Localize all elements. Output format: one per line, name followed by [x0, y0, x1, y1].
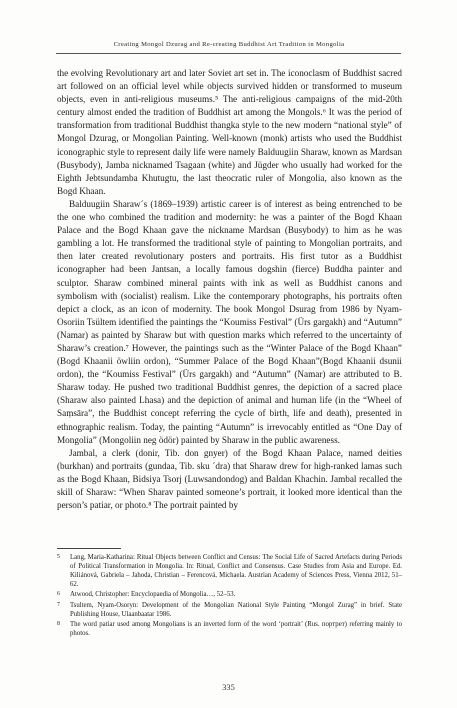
body-text [57, 67, 402, 512]
footnote-text: Lang, Maria-Katharina: Ritual Objects between Conflict and Census: The Social Life of Sacred Artefacts during Periods of Political Transformation in Mongolia. In: Ritual, Conflict and Consensus. Case Studies from Asia and Europe. Ed. Kiliánová, Gabriela – Jahoda, Christian – Ferencová, Michaela. Austrian Academy of Sciences Press, Vienna 2012, 51–62. [70, 554, 402, 588]
footnote [57, 590, 402, 599]
footnote-number: 5 [57, 554, 60, 560]
footnote-text: Atwood, Christopher: Encyclopaedia of Mongolia…, 52–53. [70, 591, 236, 599]
footnote-rule [57, 548, 121, 549]
footnote-number: 7 [57, 601, 60, 608]
footnote [57, 553, 402, 589]
footnote [57, 620, 402, 638]
footnotes [57, 553, 402, 639]
header-rule [56, 53, 401, 54]
page-number: 335 [222, 683, 235, 692]
paragraph-2: Balduugiin Sharaw´s (1869–1939) artistic career is of interest as being entrenched to be the one who combined the tradition and modernity: he was a painter of the Bogd Khaan Palace and the Bogd Khaan gave the nickname Mardsan (Busybody) to him as he was gambling a lot. He transformed the traditional style of painting to Mongolian portraits, and then later created revolutionary posters and portraits. His first tutor as a Buddhist iconographer had been Jantsan, a locally famous dogshin (fierce) Buddha painter and sculptor. Sharaw combined mineral paints with ink as well as Buddhist canons and symbolism with (socialist) realism. Like the contemporary photographs, his portraits often depict a clock, as an icon of modernity. The book Mongol Dsurag from 1986 by Nyam-Osoriin Tsültem identified the paintings the “Koumiss Festival” (Ürs gargakh) and “Autumn” (Namar) as painted by Sharaw but with question marks which referred to the uncertainty of Sharaw’s creation.⁷ However, the paintings such as the “Winter Palace of the Bogd Khaan” (Bogd Khaanii öwliin ordon), “Summer Palace of the Bogd Khaan”(Bogd Khaanii dsunii ordon), the “Koumiss Festival” (Ürs gargakh) and “Autumn” (Namar) are attributed to B. Sharaw today. He pushed two traditional Buddhist genres, the depiction of a sacred place (Sharaw also painted Lhasa) and the depiction of animal and human life (in the “Wheel of Saṃsāra”, the Buddhist concept referring the cycle of birth, life and death), presented in ethnographic realism. Today, the painting “Autumn” is irrevocably entitled as “One Day of Mongolia” (Mongoliin neg ödör) painted by Sharaw in the public awareness. [57, 198, 402, 445]
running-header: Creating Mongol Dzurag and Re-creating Buddhist Art Tradition in Mongolia [113, 41, 345, 48]
footnote [57, 601, 402, 619]
footnote-text: The word patiar used among Mongolians is an inverted form of the word ‘portrait’ (Rus. портрет) referring mainly to photos. [70, 620, 402, 637]
footnote-number: 6 [57, 591, 60, 598]
paragraph-3: Jambal, a clerk (donir, Tib. don gnyer) of the Bogd Khaan Palace, named deities (burkhan) and portraits (gundaa, Tib. sku ´dra) that Sharaw drew for high-ranked lamas such as the Bogd Khaan, Bidsiya Tsorj (Luwsandondog) and Baldan Khachin. Jambal recalled the skill of Sharaw: “When Sharav painted someone’s portrait, it looked more identical than the person’s patiar, or photo.⁸ The portrait painted by [57, 447, 402, 511]
paragraph-1: the evolving Revolutionary art and later Soviet art set in. The iconoclasm of Buddhist sacred art followed on an official level while objects survived hidden or transformed to museum objects, even in anti-religious museums.⁵ The anti-religious campaigns of the mid-20th century almost ended the tradition of Buddhist art among the Mongols.⁶ It was the period of transformation from traditional Buddhist thangka style to the new modern “national style” of Mongol Dzurag, or Mongolian Painting. Well-known (monk) artists who used the Buddhist iconographic style to represent daily life were namely Balduugiin Sharaw, known as Mardsan (Busybody), Jamba nicknamed Tsagaan (white) and Jügder who usually had worked for the Eighth Jebtsundamba Khutugtu, the last theocratic ruler of Mongolia, also known as the Bogd Khaan. [57, 68, 402, 196]
footnote-number: 8 [57, 620, 60, 627]
footnote-text: Tsultem, Nyam-Osoryn: Development of the Mongolian National Style Painting “Mongol Zurag” in brief. State Publishing House, Ulaanbaatar 1986. [70, 601, 402, 618]
